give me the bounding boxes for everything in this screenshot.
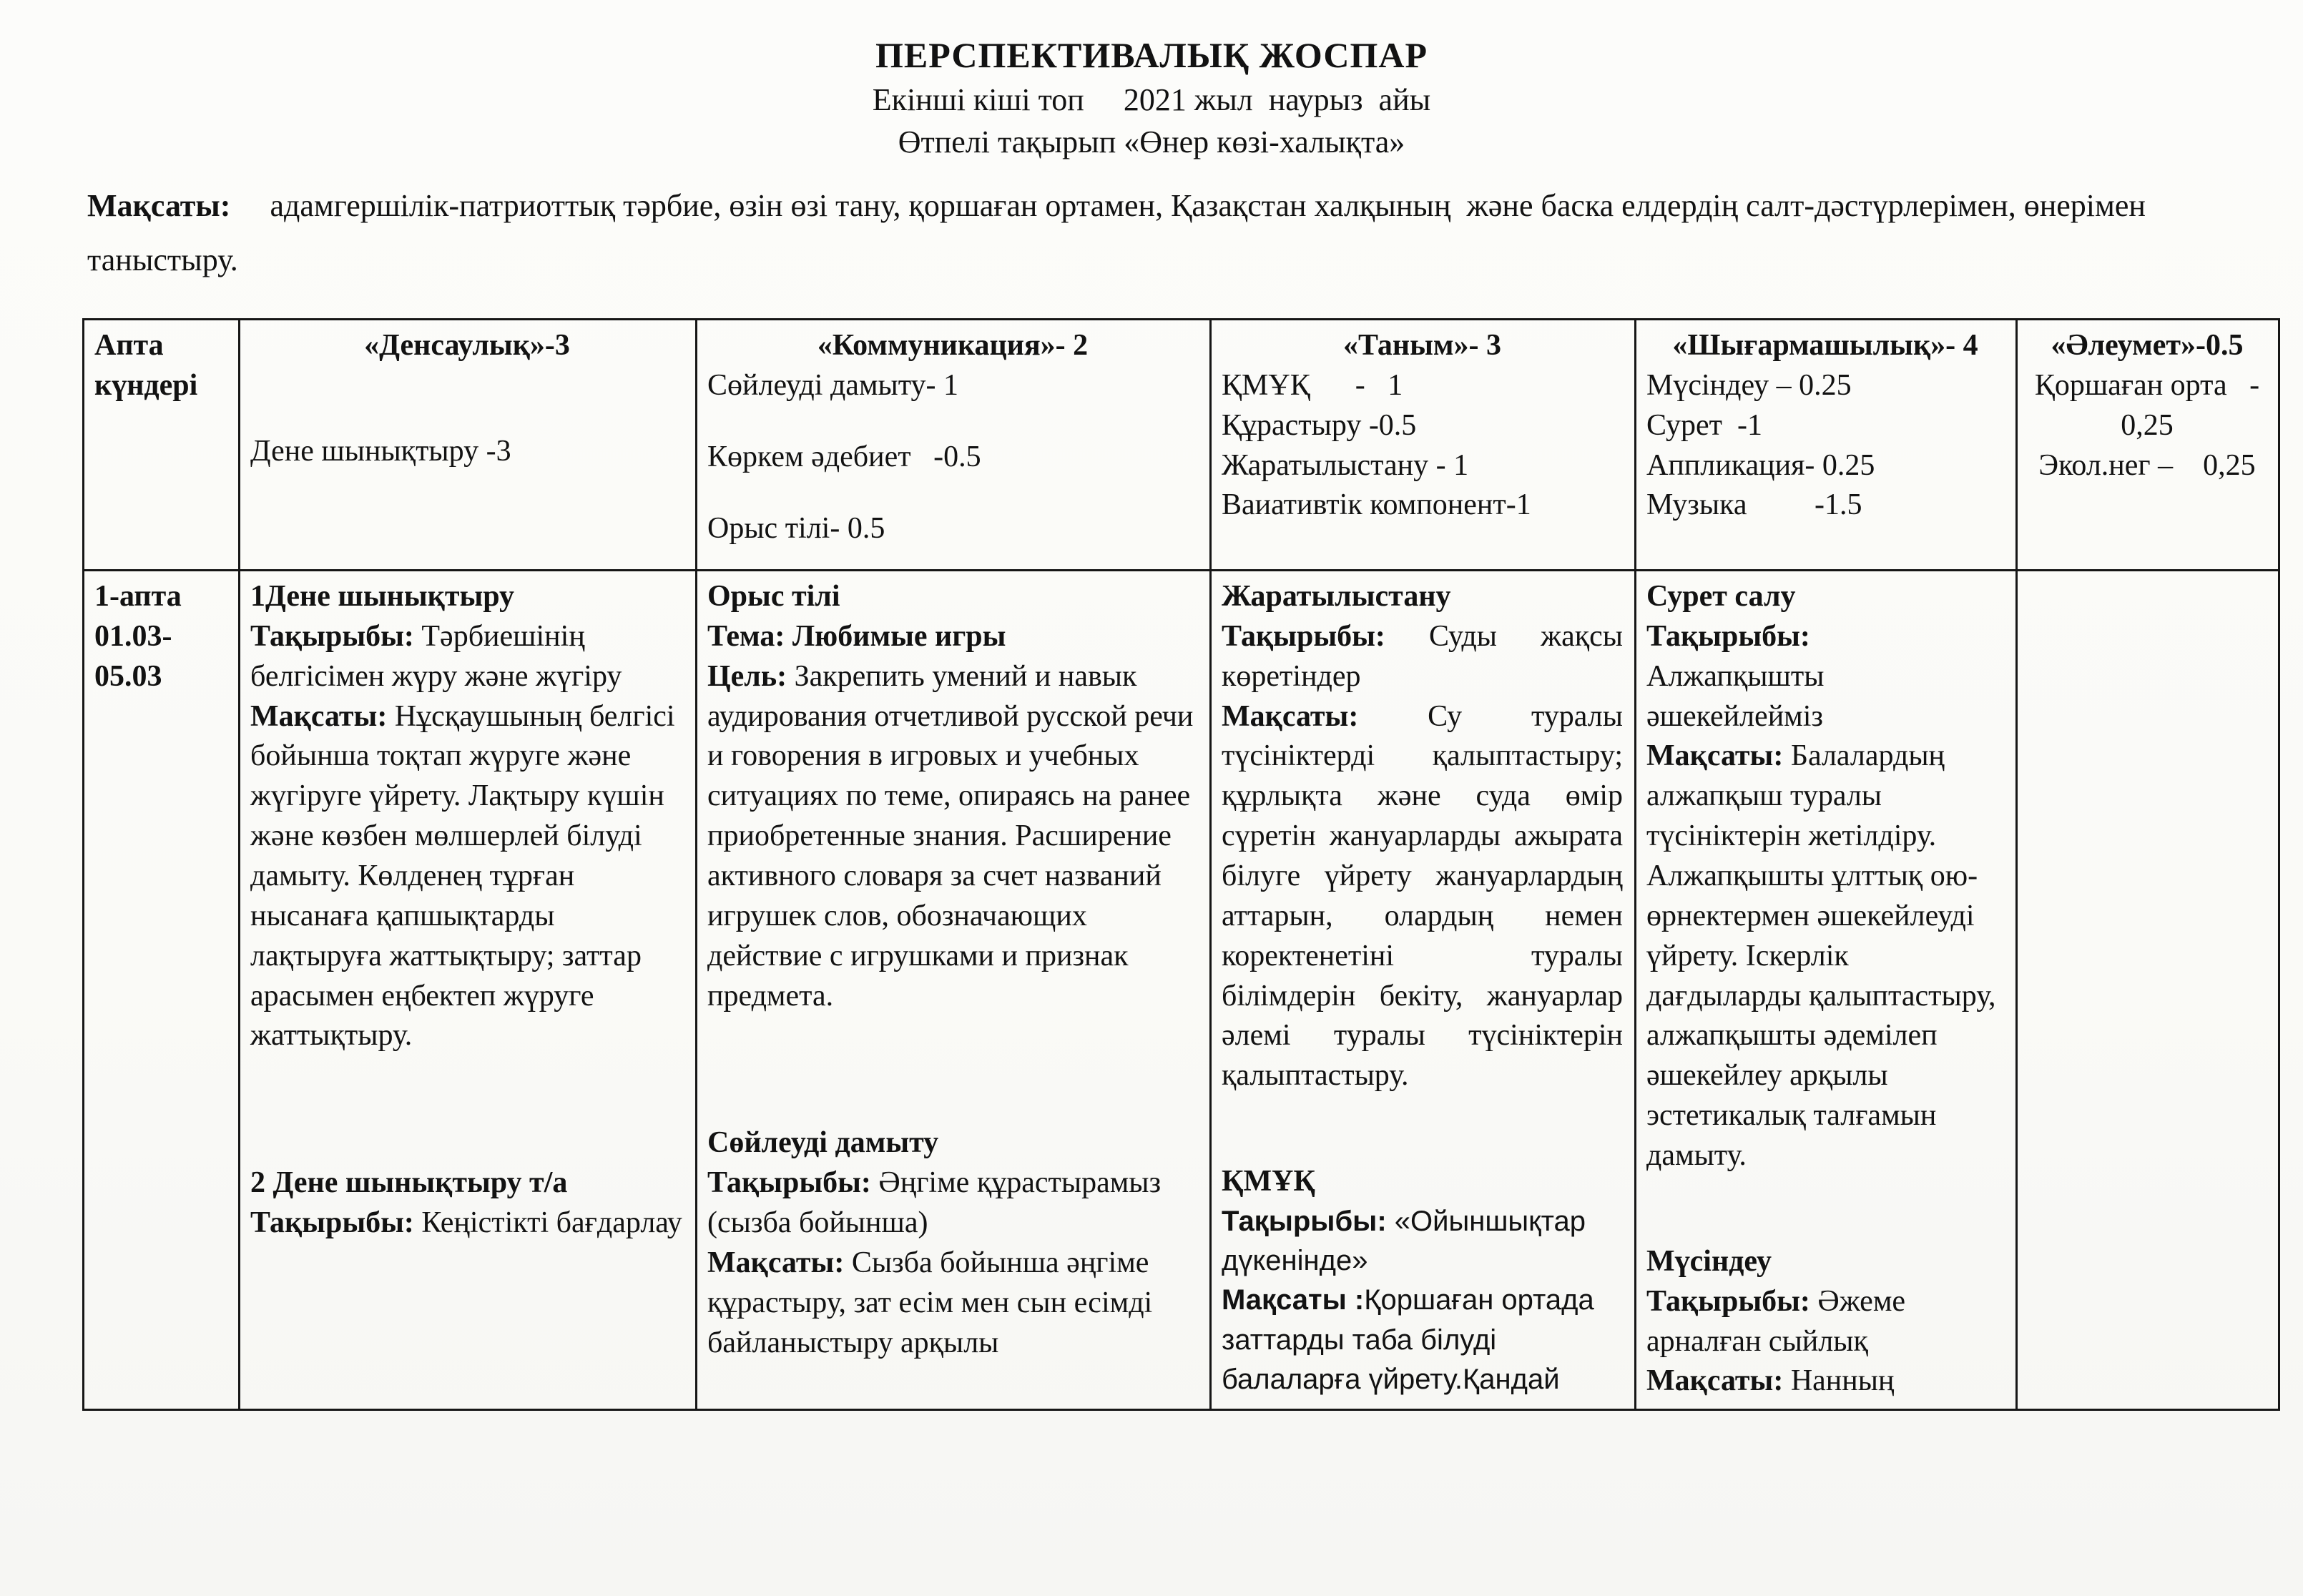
topic-text: «Ойыншықтар дүкенінде»	[1222, 1206, 1586, 1277]
subject-line: Қоршаған орта -	[2034, 368, 2260, 402]
aim-label: Мақсаты:	[707, 1246, 845, 1280]
subject-line: Ваиативтік компонент-1	[1222, 488, 1531, 522]
week-date-start: 01.03-	[94, 619, 172, 653]
lesson-heading: 1Дене шынықтыру	[250, 580, 515, 613]
lesson-heading: Орыс тілі	[707, 580, 840, 613]
topic-text: Әңгіме құрастырамыз (сызба бойынша)	[707, 1166, 1162, 1240]
subject-line: 0,25	[2121, 408, 2174, 442]
aim-paragraph	[1646, 1361, 2004, 1402]
aim-label: Мақсаты:	[1222, 699, 1359, 733]
page-title: ПЕРСПЕКТИВАЛЫҚ ЖОСПАР	[875, 35, 1428, 75]
goal-paragraph	[87, 179, 2203, 287]
subject-line: Жаратылыстану - 1	[1222, 448, 1469, 482]
column-title: «Денсаулық»-3	[364, 329, 570, 362]
column-title: Апта күндері	[94, 329, 198, 402]
aim-text: Закрепить умений и навык аудирования отчетливой русской речи и говорения в игровых и учебных ситуациях по теме, опираясь на ранее приобретенные знания. Расширение активного словаря за счет названий игрушек слов, обозначающих действие с игрушками и признак предмета.	[707, 659, 1194, 1013]
aim-label: Мақсаты:	[1646, 1364, 1784, 1398]
aim-text: Нанның	[1783, 1364, 1895, 1398]
aim-paragraph	[250, 697, 684, 1057]
aim-label: Мақсаты:	[250, 699, 388, 733]
topic-label: Тақырыбы:	[250, 619, 414, 653]
topic-label: Тақырыбы:	[1222, 1206, 1387, 1238]
topic-text: Тәрбиешінің белгісімен жүру және жүгіру	[250, 619, 622, 693]
subject-line: Дене шынықтыру -3	[250, 434, 511, 468]
lesson-heading: Сурет салу	[1646, 580, 1796, 613]
aim-label: Мақсаты:	[1646, 739, 1784, 773]
topic-text: Любимые игры	[785, 619, 1006, 653]
topic-text: Суды жақсы көретіндер	[1222, 619, 1623, 693]
aim-text: Су туралы түсініктерді қалыптастыру; құрлықта және суда өмір сүретін жануарларды ажырата білуге үйрету жануарлардың аттарын, олардың немен коректенетіні туралы білімдерін бекіту, жануарлар әлемі туралы түсініктерін қалыптастыру.	[1222, 699, 1623, 1093]
aim-text: Қоршаған ортада заттарды таба білуді балаларға үйрету.Қандай	[1222, 1284, 1594, 1395]
body-cell-week	[84, 571, 240, 1410]
subject-line: Орыс тілі- 0.5	[707, 511, 885, 545]
column-title: «Коммуникация»- 2	[817, 329, 1089, 362]
topic-label: Тақырыбы:	[1222, 619, 1385, 653]
aim-paragraph	[707, 657, 1198, 1017]
aim-label: Цель:	[707, 659, 787, 693]
column-title: «Әлеумет»-0.5	[2051, 329, 2244, 362]
topic-label: Тема:	[707, 619, 785, 653]
table-header-row	[84, 320, 2279, 571]
goal-label: Мақсаты:	[87, 188, 231, 223]
document-header	[0, 0, 2303, 160]
header-cell-apta	[84, 320, 240, 571]
topic-paragraph	[250, 617, 684, 697]
subject-line: Экол.нег – 0,25	[2038, 448, 2256, 482]
topic-text: Кеңістікті бағдарлау	[413, 1206, 682, 1240]
page-theme-line: Өтпелі тақырып «Өнер көзі-халықта»	[898, 124, 1405, 159]
aim-label: Мақсаты :	[1222, 1284, 1365, 1316]
subject-line: Музыка -1.5	[1646, 488, 1862, 522]
topic-text: Алжапқышты әшекейлейміз	[1646, 659, 1825, 733]
goal-text: адамгершілік-патриоттық тәрбие, өзін өзі тану, қоршаған ортамен, Қазақстан халқының және баска елдердің салт-дәстүрлерімен, өнерімен таныстыру.	[87, 188, 2154, 277]
lesson-heading: 2 Дене шынықтыру т/а	[250, 1166, 568, 1200]
subject-line: ҚМҰҚ - 1	[1222, 368, 1403, 402]
subject-line: Сурет -1	[1646, 408, 1762, 442]
body-cell-densaulyk	[240, 571, 697, 1410]
body-cell-aleumet-empty	[2017, 571, 2279, 1410]
subject-line: Мүсіндеу – 0.25	[1646, 368, 1852, 402]
topic-paragraph	[707, 1163, 1198, 1243]
week-label: 1-апта	[94, 580, 182, 613]
header-cell-kommunikacia	[697, 320, 1211, 571]
topic-label: Тақырыбы:	[1646, 619, 1810, 653]
subject-line: Сөйлеуді дамыту- 1	[707, 368, 959, 402]
page-subtitle: Екінші кіші топ 2021 жыл наурыз айы	[872, 82, 1431, 117]
aim-paragraph	[707, 1243, 1198, 1364]
topic-label: Тақырыбы:	[250, 1206, 414, 1240]
topic-label: Тақырыбы:	[1646, 1284, 1810, 1318]
subject-line: Аппликация- 0.25	[1646, 448, 1875, 482]
topic-text: Әжеме арналған сыйлық	[1646, 1284, 1906, 1358]
aim-text: Сызба бойынша әңгіме құрастыру, зат есім мен сын есімді байланыстыру арқылы	[707, 1246, 1153, 1359]
header-cell-tanym	[1211, 320, 1636, 571]
column-title: «Шығармашылық»- 4	[1672, 329, 1978, 362]
column-title: «Таным»- 3	[1342, 329, 1502, 362]
topic-label: Тақырыбы:	[707, 1166, 871, 1200]
subject-line: Құрастыру -0.5	[1222, 408, 1417, 442]
aim-text: Балалардың алжапқыш туралы түсініктерін жетілдіру. Алжапқышты ұлттық ою-өрнектермен әшекейлеуді үйрету. Іскерлік дағдыларды қалыптастыру, алжапқышты әдемілеп әшекейлеу арқылы эстетикалық талғамын дамыту.	[1646, 739, 1996, 1173]
aim-paragraph	[1222, 697, 1623, 1097]
plan-table	[82, 318, 2280, 1411]
week-date-end: 05.03	[94, 659, 162, 693]
lesson-heading: Жаратылыстану	[1222, 580, 1451, 613]
topic-paragraph	[1646, 1282, 2004, 1362]
topic-paragraph	[1646, 617, 2004, 737]
body-cell-shygarmashylyk	[1636, 571, 2017, 1410]
body-cell-kommunikacia	[697, 571, 1211, 1410]
header-cell-densaulyk	[240, 320, 697, 571]
table-body-row-week1	[84, 571, 2279, 1410]
topic-paragraph	[707, 617, 1198, 657]
header-cell-shygarmashylyk	[1636, 320, 2017, 571]
topic-paragraph	[250, 1203, 684, 1243]
lesson-heading: ҚМҰҚ	[1222, 1165, 1315, 1198]
header-cell-aleumet	[2017, 320, 2279, 571]
lesson-heading: Мүсіндеу	[1646, 1244, 1772, 1278]
aim-paragraph	[1222, 1281, 1623, 1399]
topic-paragraph	[1222, 617, 1623, 697]
aim-text: Нұсқаушының белгісі бойынша тоқтап жүруге және жүгіруге үйрету. Лақтыру күшін және көзбен мөлшерлей білуді дамыту. Көлденең тұрған нысанаға қапшықтарды лақтыруға жаттықтыру; заттар арасымен еңбектеп жүруге жаттықтыру.	[250, 699, 675, 1053]
subject-line: Көркем әдебиет -0.5	[707, 440, 981, 473]
aim-paragraph	[1646, 737, 2004, 1176]
body-cell-tanym	[1211, 571, 1636, 1410]
topic-paragraph	[1222, 1202, 1623, 1281]
lesson-heading: Сөйлеуді дамыту	[707, 1126, 939, 1160]
